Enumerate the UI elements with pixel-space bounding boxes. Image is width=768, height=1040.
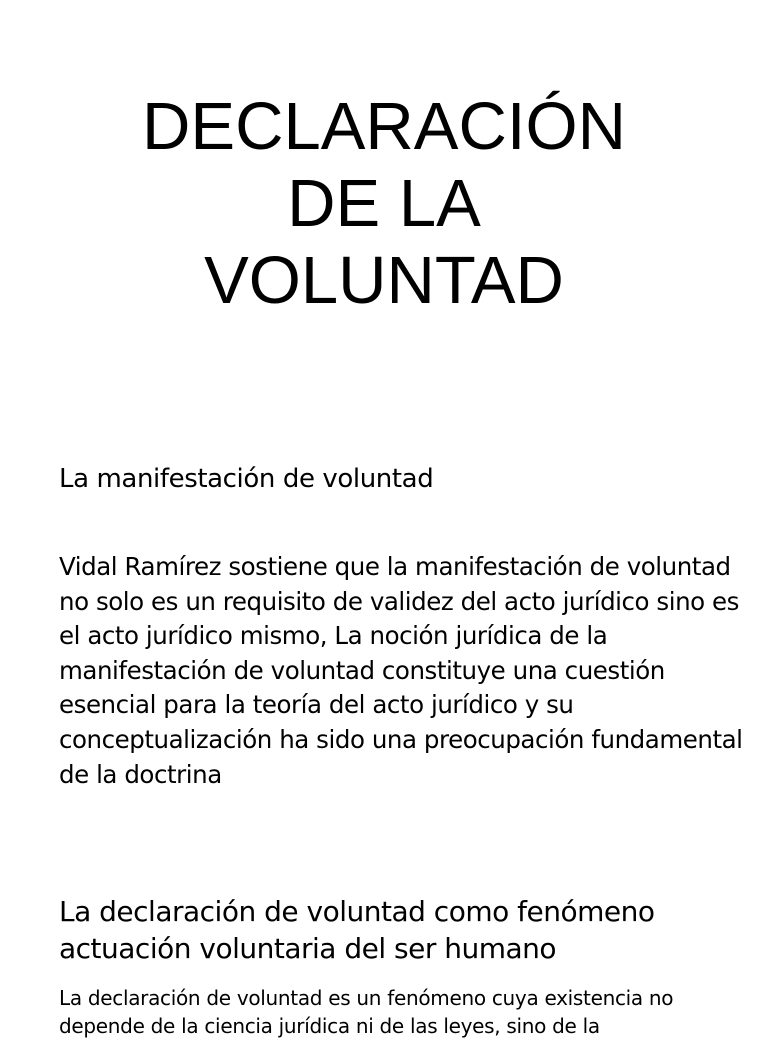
section-heading-declaracion: La declaración de voluntad como fenómeno actuación voluntaria del ser humano <box>59 895 655 965</box>
section-heading-manifestacion: La manifestación de voluntad <box>59 464 434 494</box>
title-line-3: VOLUNTAD <box>204 243 564 318</box>
title-line-1: DECLARACIÓN <box>142 89 626 164</box>
title-line-2: DE LA <box>287 166 481 241</box>
paragraph-manifestacion: Vidal Ramírez sostiene que la manifestación de voluntad no solo es un requisito de validez del acto jurídico sino es el acto jurídico mismo, La noción jurídica de la manifestación de voluntad constituye una cuestión esencial para la teoría del acto jurídico y su conceptualización ha sido una preocupación fundamental de la doctrina <box>59 552 743 789</box>
paragraph-declaracion: La declaración de voluntad es un fenómeno cuya existencia no depende de la ciencia jurídica ni de las leyes, sino de la <box>59 986 674 1038</box>
document-title <box>0 88 768 319</box>
